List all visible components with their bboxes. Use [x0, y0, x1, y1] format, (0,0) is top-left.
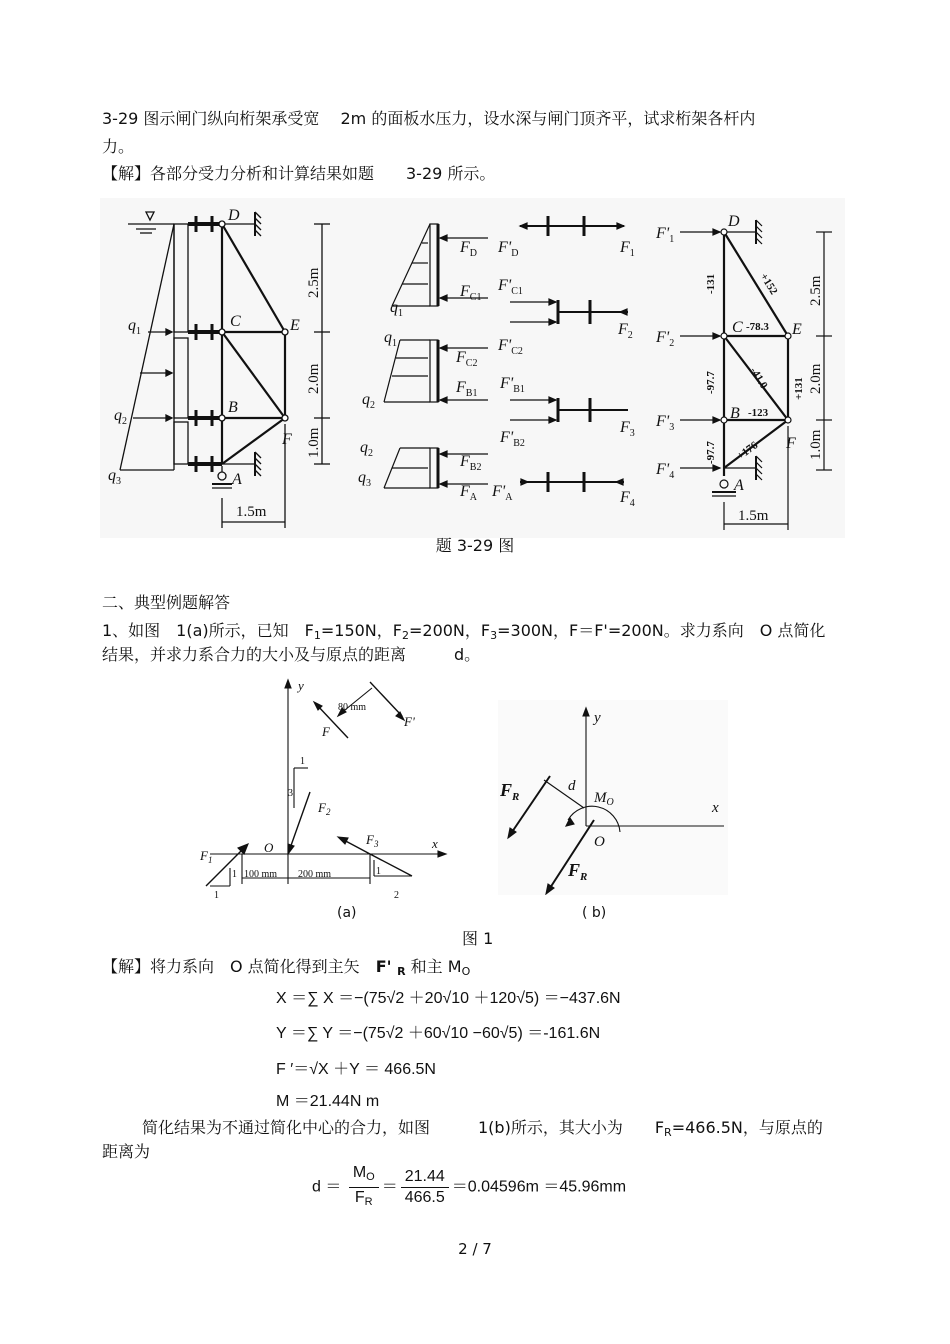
svg-text:1: 1 [232, 869, 237, 880]
joint-label-C: C [230, 313, 241, 330]
svg-text:F'B2: $F'_{B2}$ [500, 429, 525, 449]
svg-text:FC1: $F_{C1}$ [460, 283, 482, 303]
force-label: -97.7 [705, 441, 717, 464]
svg-text:q3: $q_3$ [358, 469, 371, 489]
joint-label-A: A [232, 471, 242, 488]
svg-text:F: F [322, 724, 330, 739]
dim-2-5m: 2.5m [306, 267, 322, 298]
svg-text:F': F' [404, 714, 415, 729]
figure-1a [190, 672, 460, 907]
result-paragraph-line-1: 简化结果为不通过简化中心的合力，如图 1(b)所示，其大小为 $F_R=466.5N$，与原点的 [142, 1118, 823, 1139]
force-label: -97.7 [705, 371, 717, 394]
svg-text:MO: $M_O$ [594, 790, 614, 808]
svg-text:F'A: $F'_A$ [492, 483, 513, 503]
svg-text:O: O [264, 840, 274, 855]
joint-label-D: D [228, 207, 240, 224]
svg-text:2.0m: 2.0m [808, 363, 824, 394]
svg-text:F'3: $F'_3$ [656, 413, 675, 433]
svg-text:O: O [594, 834, 605, 850]
svg-text:F'D: $F'_D$ [498, 239, 519, 259]
svg-text:q3: $q_3$ [108, 467, 121, 487]
svg-text:100 mm: 100 mm [244, 869, 278, 880]
svg-text:F: F [786, 435, 796, 452]
svg-text:FD: $F_D$ [460, 239, 478, 259]
svg-text:q2: $q_2$ [114, 407, 127, 427]
svg-text:F1: $F_1$ [200, 848, 213, 865]
svg-text:F'4: $F'_4$ [656, 461, 675, 481]
svg-text:F1: $F_1$ [620, 239, 635, 259]
dim-1-5m: 1.5m [236, 504, 267, 520]
figure-1-caption: 图 1 [462, 929, 494, 948]
solution-intro: 【解】将力系向 O 点简化得到主矢 F' $_R$ 和主 $M_O$ [102, 957, 471, 978]
force-label: +131 [793, 377, 805, 400]
equation-y: Y ＝∑ Y ＝−(75√2 ＋60√10 −60√5) ＝-161.6N [276, 1025, 601, 1042]
force-label: -131 [705, 273, 717, 294]
svg-text:F'B1: $F'_{B1}$ [500, 375, 525, 395]
joint-label-B: B [228, 399, 238, 416]
svg-text:FC2: $F_{C2}$ [456, 349, 478, 369]
svg-text:q1: $q_1$ [384, 329, 397, 349]
svg-text:E: E [792, 321, 802, 338]
page-number: 2 / 7 [458, 1240, 492, 1258]
force-label: +152 [757, 271, 780, 297]
svg-text:F3: $F_3$ [366, 832, 379, 849]
dim-1-0m: 1.0m [306, 427, 322, 458]
force-label: +176 [734, 439, 761, 463]
svg-text:1: 1 [214, 890, 219, 901]
figure-1a-label: (a) [337, 905, 357, 921]
svg-text:F'C1: $F'_{C1}$ [498, 277, 523, 297]
svg-text:3: 3 [288, 788, 293, 799]
svg-text:80 mm: 80 mm [338, 702, 367, 713]
svg-text:FR: $F_R$ [568, 860, 588, 883]
svg-text:200 mm: 200 mm [298, 869, 332, 880]
example-1-line-2: 结果，并求力系合力的大小及与原点的距离 d。 [102, 645, 481, 664]
svg-text:q1: $q_1$ [128, 317, 141, 337]
result-paragraph-line-2: 距离为 [102, 1142, 151, 1161]
svg-text:d: d [568, 778, 576, 794]
force-label: -78.3 [746, 321, 769, 333]
example-1-line-1: 1、如图 1(a)所示，已知 $F_1=150N$，$F_2=200N$，$F_3=300N$，F＝F'=200N。求力系向 O 点简化 [102, 621, 826, 642]
figure-3-29 [100, 198, 845, 538]
svg-text:C: C [732, 319, 743, 336]
svg-text:FR: $F_R$ [500, 780, 520, 803]
svg-text:q1: $q_1$ [390, 299, 403, 319]
svg-text:F'2: $F'_2$ [656, 329, 675, 349]
svg-text:F3: $F_3$ [620, 419, 635, 439]
svg-text:1.0m: 1.0m [808, 429, 824, 460]
svg-text:x: x [432, 836, 438, 851]
svg-text:F4: $F_4$ [620, 489, 635, 509]
equation-d: d ＝ $\frac{M_O}{F_R}$ ＝ $\frac{21.44}{466.5}$ ＝0.04596m ＝45.96mm [312, 1164, 627, 1208]
figure-1b [498, 700, 728, 895]
problem-line-2: 力。 [102, 137, 135, 156]
svg-text:x: x [712, 800, 719, 816]
svg-text:1: 1 [376, 866, 381, 877]
solution-intro-line: 【解】各部分受力分析和计算结果如题 3-29 所示。 [102, 164, 496, 183]
svg-text:F2: $F_2$ [618, 321, 633, 341]
svg-text:F'C2: $F'_{C2}$ [498, 337, 523, 357]
svg-text:FA: $F_A$ [460, 483, 478, 503]
svg-text:A: A [734, 477, 744, 494]
svg-text:1.5m: 1.5m [738, 508, 769, 524]
svg-text:2.5m: 2.5m [808, 275, 824, 306]
svg-text:1: 1 [300, 756, 305, 767]
svg-text:F'1: $F'_1$ [656, 225, 675, 245]
svg-text:F2: $F_2$ [318, 800, 331, 817]
figure-3-29-caption: 题 3-29 图 [435, 536, 515, 555]
force-label: -123 [748, 407, 769, 419]
joint-label-F: F [282, 431, 292, 448]
dim-2-0m: 2.0m [306, 363, 322, 394]
q3-label: q [108, 467, 116, 484]
section-heading: 二、典型例题解答 [102, 593, 231, 612]
svg-text:y: y [594, 710, 601, 726]
svg-text:q2: $q_2$ [362, 391, 375, 411]
q2-label: q [114, 407, 122, 424]
svg-text:2: 2 [394, 890, 399, 901]
svg-text:D: D [728, 213, 740, 230]
equation-mo: M ＝21.44N m [276, 1093, 380, 1110]
equation-x: X ＝∑ X ＝−(75√2 ＋20√10 ＋120√5) ＝−437.6N [276, 990, 621, 1007]
svg-text:q2: $q_2$ [360, 439, 373, 459]
problem-line-1: 3-29 图示闸门纵向桁架承受宽 2m 的面板水压力，设水深与闸门顶齐平，试求桁架各杆内 [102, 109, 756, 128]
svg-text:FB2: $F_{B2}$ [460, 453, 482, 473]
joint-label-E: E [290, 317, 300, 334]
force-label: -41.0 [747, 365, 770, 392]
svg-text:y: y [298, 678, 304, 693]
svg-text:FB1: $F_{B1}$ [456, 379, 478, 399]
q1-label: q [128, 317, 136, 334]
equation-fr: F ′＝√X ＋Y ＝ 466.5N [276, 1061, 436, 1078]
svg-text:B: B [730, 405, 740, 422]
figure-1b-label: ( b) [582, 905, 607, 921]
